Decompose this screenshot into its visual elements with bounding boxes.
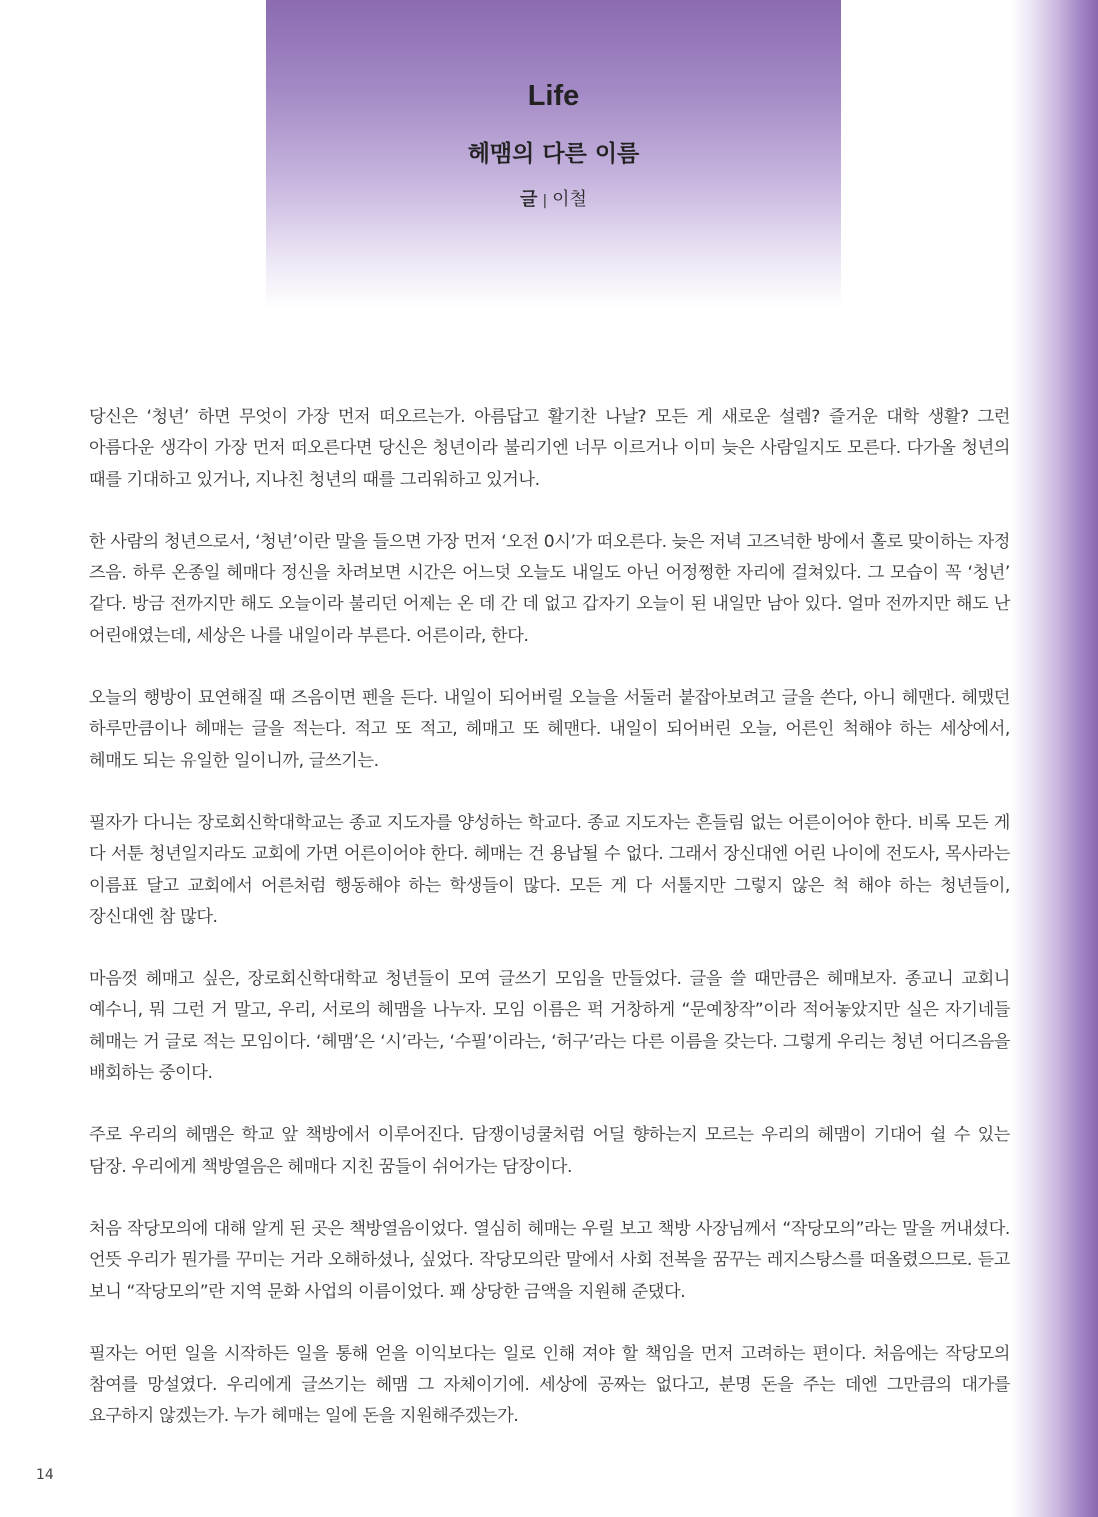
byline xyxy=(266,185,841,211)
paragraph: 필자는 어떤 일을 시작하든 일을 통해 얻을 이익보다는 일로 인해 져야 할 책임을 먼저 고려하는 편이다. 처음에는 작당모의 참여를 망설였다. 우리에게 글쓰기는 헤맴 그 자체이기에. 세상에 공짜는 없다고, 분명 돈을 주는 데엔 그만큼의 대가를 요구하지 않겠는가. 누가 헤매는 일에 돈을 지원해주겠는가. xyxy=(89,1343,1010,1427)
byline-label: 글 xyxy=(520,189,538,210)
side-decoration-stripe xyxy=(1010,0,1098,1517)
paragraph: 필자가 다니는 장로회신학대학교는 종교 지도자를 양성하는 학교다. 종교 지도자는 흔들림 없는 어른이어야 한다. 비록 모든 게 다 서툰 청년일지라도 교회에 가면 어른이어야 한다. 헤매는 건 용납될 수 없다. 그래서 장신대엔 어린 나이에 전도사, 목사라는 이름표 달고 교회에서 어른처럼 행동해야 하는 학생들이 많다. 모든 게 다 서툴지만 그렇지 않은 척 해야 하는 청년들이, 장신대엔 참 많다. xyxy=(89,812,1010,927)
paragraph: 마음껏 헤매고 싶은, 장로회신학대학교 청년들이 모여 글쓰기 모임을 만들었다. 글을 쓸 때만큼은 헤매보자. 종교니 교회니 예수니, 뭐 그런 거 말고, 우리, 서로의 헤맴을 나누자. 모임 이름은 퍽 거창하게 “문예창작”이라 적어놓았지만 실은 자기네들 헤매는 거 글로 적는 모임이다. ‘헤맴’은 ‘시’라는, ‘수필’이라는, ‘허구’라는 다른 이름을 갖는다. 그렇게 우리는 청년 어디즈음을 배회하는 중이다. xyxy=(89,969,1010,1084)
byline-separator: | xyxy=(542,193,548,209)
author-name: 이철 xyxy=(552,189,587,210)
article-body xyxy=(89,402,1010,1464)
article-title: 헤맴의 다른 이름 xyxy=(467,141,640,167)
paragraph: 한 사람의 청년으로서, ‘청년’이란 말을 들으면 가장 먼저 ‘오전 0시’가 떠오른다. 늦은 저녁 고즈넉한 방에서 홀로 맞이하는 자정 즈음. 하루 온종일 헤매다 정신을 차려보면 시간은 어느덧 오늘도 내일도 아닌 어정쩡한 자리에 걸쳐있다. 그 모습이 꼭 ‘청년’ 같다. 방금 전까지만 해도 오늘이라 불리던 어제는 온 데 간 데 없고 갑자기 오늘이 된 내일만 남아 있다. 얼마 전까지만 해도 난 어린애였는데, 세상은 나를 내일이라 부른다. 어른이라, 한다. xyxy=(89,531,1010,646)
paragraph: 처음 작당모의에 대해 알게 된 곳은 책방열음이었다. 열심히 헤매는 우릴 보고 책방 사장님께서 “작당모의”라는 말을 꺼내셨다. 언뜻 우리가 뭔가를 꾸미는 거라 오해하셨나, 싶었다. 작당모의란 말에서 사회 전복을 꿈꾸는 레지스탕스를 떠올렸으므로. 듣고 보니 “작당모의”란 지역 문화 사업의 이름이었다. 꽤 상당한 금액을 지원해 준댔다. xyxy=(89,1218,1010,1302)
paragraph: 주로 우리의 헤맴은 학교 앞 책방에서 이루어진다. 담쟁이넝쿨처럼 어딜 향하는지 모르는 우리의 헤맴이 기대어 쉴 수 있는 담장. 우리에게 책방열음은 헤매다 지친 꿈들이 쉬어가는 담장이다. xyxy=(89,1125,1010,1177)
article-header xyxy=(266,0,841,310)
paragraph: 당신은 ‘청년’ 하면 무엇이 가장 먼저 떠오르는가. 아름답고 활기찬 나날? 모든 게 새로운 설렘? 즐거운 대학 생활? 그런 아름다운 생각이 가장 먼저 떠오른다면 당신은 청년이라 불리기엔 너무 이르거나 이미 늦은 사람일지도 모른다. 다가올 청년의 때를 기대하고 있거나, 지나친 청년의 때를 그리워하고 있거나. xyxy=(89,407,1010,490)
page-number: 14 xyxy=(36,1467,54,1483)
section-category: Life xyxy=(527,80,580,112)
paragraph: 오늘의 행방이 묘연해질 때 즈음이면 펜을 든다. 내일이 되어버릴 오늘을 서둘러 붙잡아보려고 글을 쓴다, 아니 헤맨다. 헤맸던 하루만큼이나 헤매는 글을 적는다. 적고 또 적고, 헤매고 또 헤맨다. 내일이 되어버린 오늘, 어른인 척해야 하는 세상에서, 헤매도 되는 유일한 일이니까, 글쓰기는. xyxy=(89,688,1010,771)
